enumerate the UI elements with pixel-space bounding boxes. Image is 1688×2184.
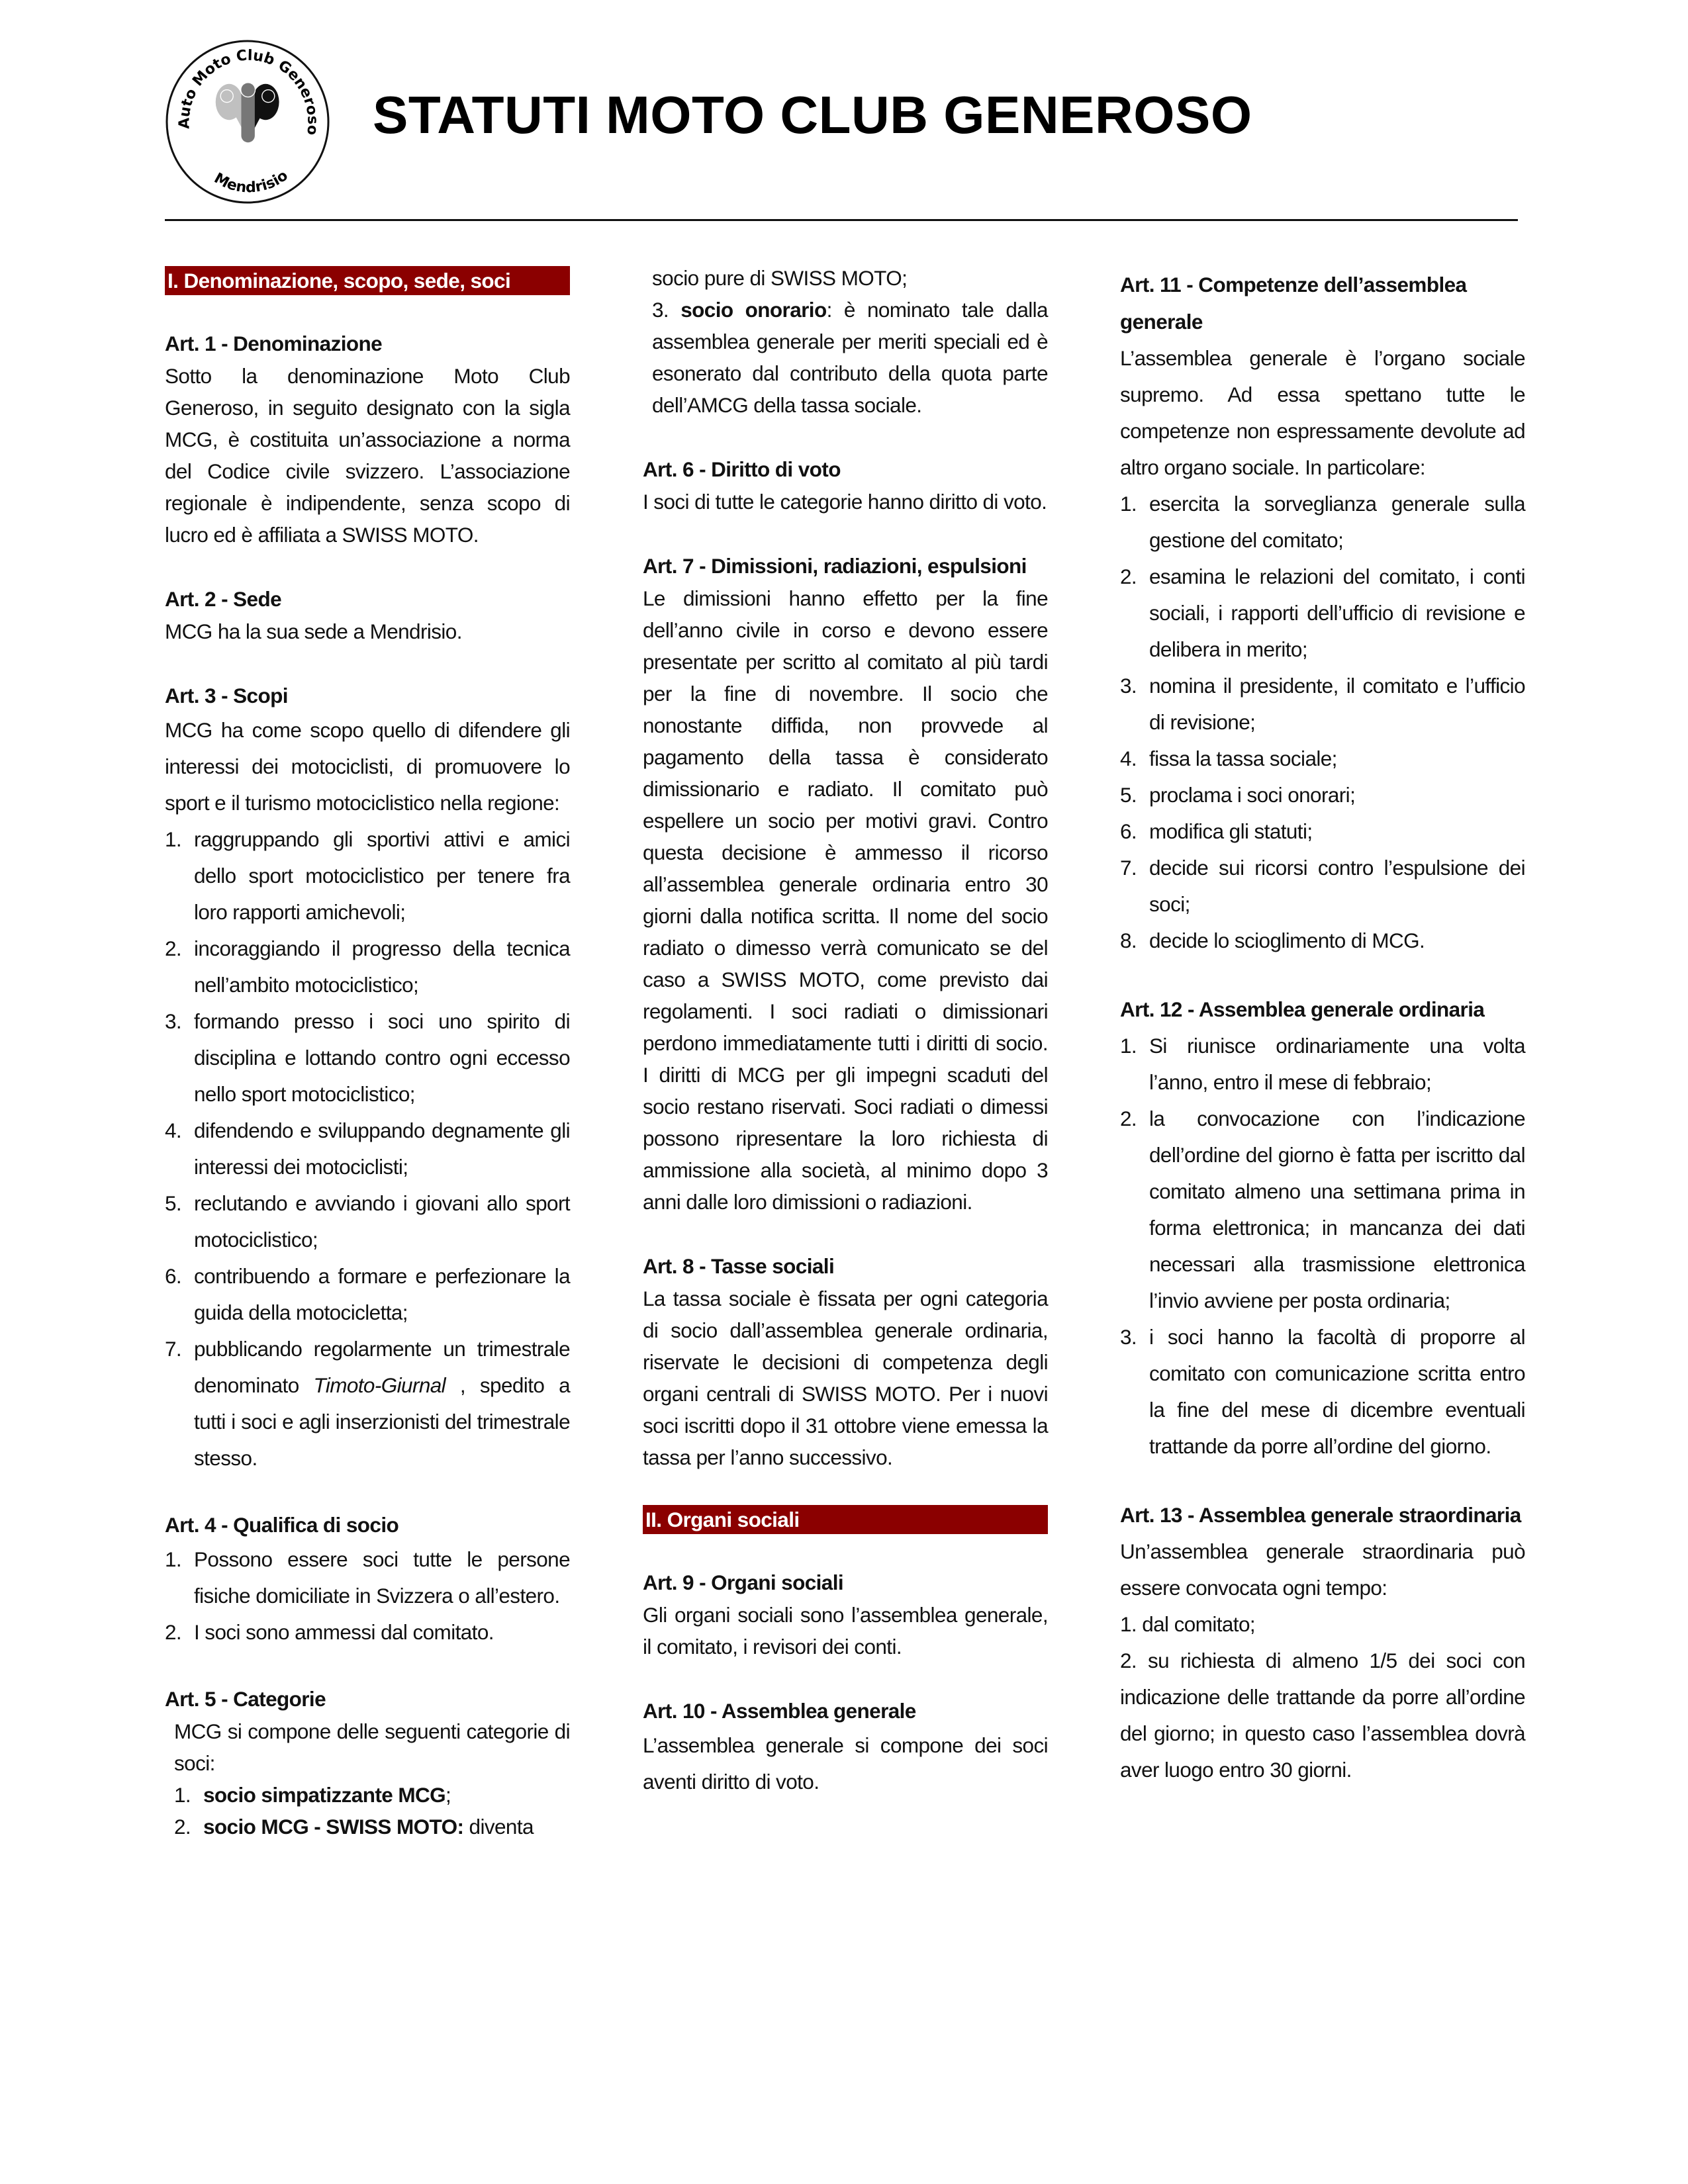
text-run: incoraggiando il progresso della tecnica nell’ambito motociclistico; [194,936,570,997]
article-heading: Art. 7 - Dimissioni, radiazioni, espulsioni [643,554,1027,578]
text-run: contribuendo a formare e perfezionare la guida della motocicletta; [194,1264,570,1324]
list-text [1149,923,1525,959]
section-header: I. Denominazione, scopo, sede, soci [165,266,570,295]
paragraph: 1. dal comitato; [1120,1612,1256,1636]
list-number: 1. [1120,1034,1137,1058]
list-item [165,1185,570,1258]
text-run: nomina il presidente, il comitato e l’ufficio di revisione; [1149,674,1525,734]
text-run: pubblicando regolarmente un trimestrale denominato [194,1337,570,1397]
article-heading: Art. 11 - Competenze dell’assemblea generale [1120,273,1467,334]
text-run: proclama i soci onorari; [1149,783,1356,807]
list-item [1120,923,1525,959]
list-item [165,1003,570,1113]
list-text [1149,486,1525,559]
text-run: decide sui ricorsi contro l’espulsione dei soci; [1149,856,1525,916]
list-item [1120,741,1525,777]
list-text [194,1003,570,1113]
paragraph: Sotto la denominazione Moto Club Generoso, in seguito designato con la sigla MCG, è costituita un’associazione a norma del Codice civile svizzero. L’associazione regionale è indipendente, senza scopo di lucro ed è affiliata a SWISS MOTO. [165,364,570,547]
text-run: , spedito a tutti i soci e agli inserzionisti del trimestrale stesso. [194,1373,570,1470]
list-number: 3. [1120,674,1137,698]
numbered-list [165,821,570,1477]
list-number: 2. [165,936,182,960]
club-logo [164,38,331,205]
list-item [1120,850,1525,923]
list-text [194,821,570,931]
text-run: i soci hanno la facoltà di proporre al comitato con comunicazione scritta entro la fine del mese di dicembre eventuali trattande da porre all’ordine del giorno. [1149,1325,1525,1458]
list-number: 2. [165,1620,182,1644]
column-2 [643,262,1048,1800]
paragraph: Gli organi sociali sono l’assemblea generale, il comitato, i revisori dei conti. [643,1603,1048,1659]
spacer [165,1651,570,1682]
column-3 [1120,266,1525,1788]
spacer [643,421,1048,453]
spacer [1120,1465,1525,1496]
article-heading: Art. 9 - Organi sociali [643,1570,844,1594]
text-run: esamina le relazioni del comitato, i conti sociali, i rapporti dell’ufficio di revisione e delibera in merito; [1149,565,1525,661]
list-text [194,1541,570,1614]
list-number: 2. [1120,1107,1137,1130]
text-run: esercita la sorveglianza generale sulla gestione del comitato; [1149,492,1525,552]
list-number: 1. [1120,492,1137,516]
spacer [1120,959,1525,991]
list-item [1120,668,1525,741]
bold-text: socio MCG - SWISS MOTO: [203,1815,464,1839]
paragraph: L’assemblea generale è l’organo sociale supremo. Ad essa spettano tutte le competenze non espressamente devolute ad altro organo sociale. In particolare: [1120,346,1525,479]
bold-text: socio onorario [680,298,827,322]
list-text [1149,559,1525,668]
text-run: decide lo scioglimento di MCG. [1149,929,1425,952]
text-run: raggruppando gli sportivi attivi e amici dello sport motociclistico per tenere fra loro rapporti amichevoli; [194,827,570,924]
paragraph: I soci di tutte le categorie hanno diritto di voto. [643,490,1047,514]
text-run: 3. [652,298,681,322]
section-header: II. Organi sociali [643,1505,1048,1534]
list-number: 5. [1120,783,1137,807]
text-run: reclutando e avviando i giovani allo sport motociclistico; [194,1191,570,1251]
numbered-list [165,1541,570,1651]
list-text [203,1811,570,1843]
list-number: 7. [1120,856,1137,880]
list-number: 5. [165,1191,182,1215]
numbered-list [165,1779,570,1843]
list-text [1149,668,1525,741]
list-text [194,931,570,1003]
text-run: la convocazione con l’indicazione dell’ordine del giorno è fatta per iscritto dal comitato almeno una settimana prima in forma elettronica; in mancanza dei dati necessari alla trasmissione elettronica l’invio avviene per posta ordinaria; [1149,1107,1525,1312]
list-number: 6. [1120,819,1137,843]
paragraph: La tassa sociale è fissata per ogni categoria di socio dall’assemblea generale ordinaria, riservate le decisioni di competenza degli organi centrali di SWISS MOTO. Per i nuovi soci iscritti dopo il 31 ottobre viene emessa la tassa per l’anno successivo. [643,1287,1048,1469]
column-1 [165,266,570,1843]
list-item [174,1811,570,1843]
list-number: 6. [165,1264,182,1288]
numbered-list [1120,1028,1525,1465]
list-text [194,1614,570,1651]
list-item [165,821,570,931]
list-item [1120,1101,1525,1319]
list-text [194,1113,570,1185]
paragraph: MCG ha la sua sede a Mendrisio. [165,619,462,643]
list-item [174,1779,570,1811]
article-heading: Art. 1 - Denominazione [165,332,383,355]
list-number: 7. [165,1337,182,1361]
bold-text: socio simpatizzante MCG [203,1783,446,1807]
list-item [165,1113,570,1185]
logo-text-top: Auto Moto Club Generoso [176,47,321,136]
text-run: Si riunisce ordinariamente una volta l’anno, entro il mese di febbraio; [1149,1034,1525,1094]
list-item [1120,1028,1525,1101]
article-heading: Art. 10 - Assemblea generale [643,1699,916,1723]
spacer [643,1218,1048,1250]
paragraph [643,294,1048,421]
list-item [1120,813,1525,850]
paragraph: 2. su richiesta di almeno 1/5 dei soci con indicazione delle trattande da porre all’ordine del giorno; in questo caso l’assemblea dovrà aver luogo entro 30 giorni. [1120,1649,1525,1782]
text-run: ; [445,1783,451,1807]
list-number: 1. [174,1783,191,1807]
page-title: STATUTI MOTO CLUB GENEROSO [373,85,1252,144]
text-run: : è nominato tale dalla assemblea generale per meriti speciali ed è esonerato dal contributo della quota parte dell’AMCG della tassa sociale. [652,298,1048,417]
list-text [203,1779,570,1811]
spacer [643,518,1048,549]
logo-text-bottom: Mendrisio [211,167,291,197]
numbered-list [1120,486,1525,959]
list-number: 1. [165,827,182,851]
list-number: 4. [165,1118,182,1142]
list-text [1149,850,1525,923]
list-text [194,1258,570,1331]
list-text [194,1185,570,1258]
article-heading: Art. 6 - Diritto di voto [643,457,841,481]
list-text [1149,777,1525,813]
article-heading: Art. 13 - Assemblea generale straordinaria [1120,1503,1521,1527]
list-item [165,1614,570,1651]
list-text [194,1331,570,1477]
list-item [165,931,570,1003]
list-number: 2. [1120,565,1137,588]
list-item [165,1541,570,1614]
list-text [1149,1028,1525,1101]
paragraph: socio pure di SWISS MOTO; [652,266,908,290]
list-item [165,1331,570,1477]
list-number: 8. [1120,929,1137,952]
spacer [165,647,570,679]
list-item [1120,559,1525,668]
spacer [165,1477,570,1508]
header-divider [165,219,1518,221]
list-item [165,1258,570,1331]
spacer [643,1662,1048,1694]
paragraph: Le dimissioni hanno effetto per la fine dell’anno civile in corso e devono essere presentate per scritto al comitato al più tardi per la fine di novembre. Il socio che nonostante diffida, non provvede al pagamento della tassa è considerato dimissionario e radiato. Il comitato può espellere un socio per motivi gravi. Contro questa decisione è ammesso il ricorso all’assemblea generale ordinaria entro 30 giorni dalla notifica scritta. Il nome del socio radiato o dimesso verrà comunicato se del caso a SWISS MOTO, come previsto dai regolamenti. I soci radiati o dimissionari perdono immediatamente tutti i diritti di socio. I diritti di MCG per gli impegni scaduti del socio restano riservati. Soci radiati o dimessi possono ripresentare la loro richiesta di ammissione alla società, al minimo dopo 3 anni dalle loro dimissioni o radiazioni. [643,586,1048,1214]
text-run: formando presso i soci uno spirito di disciplina e lottando contro ogni eccesso nello sport motociclistico; [194,1009,570,1106]
article-heading: Art. 8 - Tasse sociali [643,1254,835,1278]
article-heading: Art. 2 - Sede [165,587,282,611]
list-text [1149,1319,1525,1465]
text-run: diventa [463,1815,534,1839]
paragraph: Un’assemblea generale straordinaria può essere convocata ogni tempo: [1120,1539,1525,1600]
text-run: I soci sono ammessi dal comitato. [194,1620,494,1644]
list-text [1149,1101,1525,1319]
text-run: difendendo e sviluppando degnamente gli interessi dei motociclisti; [194,1118,570,1179]
spacer [165,551,570,582]
list-number: 3. [1120,1325,1137,1349]
paragraph: MCG ha come scopo quello di difendere gli interessi dei motociclisti, di promuovere lo sport e il turismo motociclistico nella regione: [165,718,570,815]
list-item [1120,486,1525,559]
list-number: 4. [1120,747,1137,770]
italic-text: Timoto-Giurnal [313,1373,446,1397]
list-number: 1. [165,1547,182,1571]
article-heading: Art. 3 - Scopi [165,684,288,707]
text-run: Possono essere soci tutte le persone fisiche domiciliate in Svizzera o all’estero. [194,1547,570,1608]
text-run: fissa la tassa sociale; [1149,747,1337,770]
list-number: 2. [174,1815,191,1839]
paragraph: MCG si compone delle seguenti categorie di soci: [174,1719,570,1775]
list-item [1120,777,1525,813]
list-text [1149,813,1525,850]
list-number: 3. [165,1009,182,1033]
list-text [1149,741,1525,777]
spacer [643,1473,1048,1505]
list-item [1120,1319,1525,1465]
article-heading: Art. 4 - Qualifica di socio [165,1513,399,1537]
paragraph: L’assemblea generale si compone dei soci aventi diritto di voto. [643,1733,1048,1794]
text-run: modifica gli statuti; [1149,819,1313,843]
article-heading: Art. 12 - Assemblea generale ordinaria [1120,997,1485,1021]
article-heading: Art. 5 - Categorie [165,1687,326,1711]
